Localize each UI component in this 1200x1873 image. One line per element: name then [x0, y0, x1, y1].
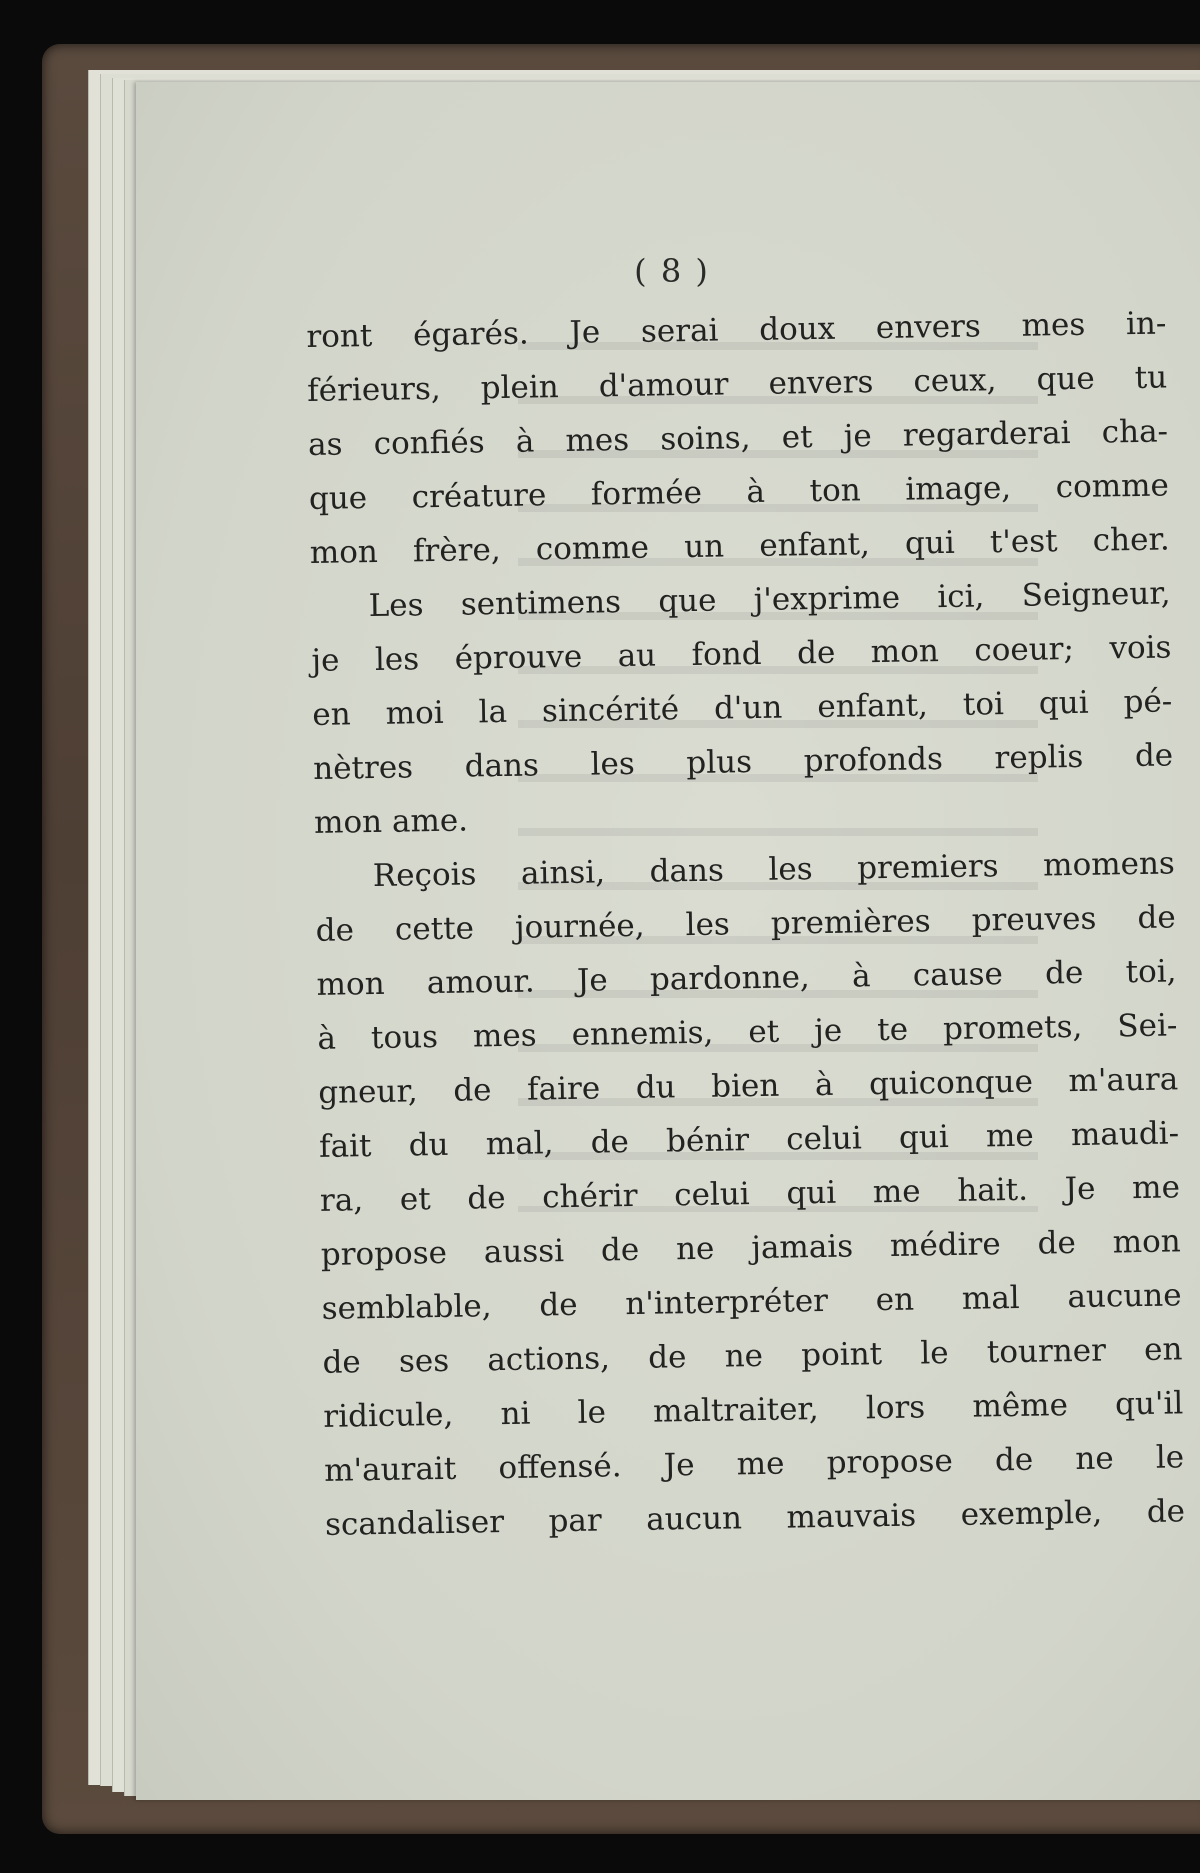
text-line: ront égarés. Je serai doux envers mes in- — [306, 305, 1167, 355]
paragraph-3 — [314, 836, 1185, 1551]
text-line: ridicule, ni le maltraiter, lors même qu'il — [323, 1385, 1184, 1435]
text-line: mon frère, comme un enfant, qui t'est cher. — [309, 521, 1170, 571]
text-line: de cette journée, les premières preuves de — [315, 899, 1176, 949]
text-line: Reçois ainsi, dans les premiers momens — [372, 845, 1176, 895]
page-number: ( 8 ) — [634, 252, 710, 290]
text-line: que créature formée à ton image, comme — [308, 467, 1170, 517]
paragraph-1 — [306, 296, 1170, 579]
paragraph-2 — [310, 566, 1174, 849]
text-line: Les sentimens que j'exprime ici, Seigneur, — [368, 575, 1171, 625]
text-line: nètres dans les plus profonds replis de — [312, 737, 1174, 787]
text-line: à tous mes ennemis, et je te promets, Sei- — [317, 1007, 1178, 1057]
text-line: de ses actions, de ne point le tourner en — [322, 1331, 1183, 1381]
text-line: mon amour. Je pardonne, à cause de toi, — [316, 953, 1177, 1003]
text-line: propose aussi de ne jamais médire de mon — [320, 1223, 1182, 1273]
text-line: ra, et de chérir celui qui me hait. Je me — [319, 1169, 1181, 1219]
text-line: je les éprouve au fond de mon coeur; vois — [311, 629, 1172, 679]
text-line: scandaliser par aucun mauvais exemple, de — [324, 1493, 1186, 1543]
text-line: m'aurait offensé. Je me propose de ne le — [323, 1439, 1185, 1489]
text-line: férieurs, plein d'amour envers ceux, que tu — [306, 359, 1168, 409]
text-line: gneur, de faire du bien à quiconque m'aura — [318, 1061, 1179, 1111]
text-line: mon ame. — [313, 802, 469, 841]
text-line: fait du mal, de bénir celui qui me maudi- — [318, 1115, 1180, 1165]
text-line: semblable, de n'interpréter en mal aucune — [321, 1277, 1182, 1327]
text-line: as confiés à mes soins, et je regarderai cha- — [307, 413, 1169, 463]
text-line: en moi la sincérité d'un enfant, toi qui pé- — [312, 683, 1173, 733]
body-text — [306, 296, 1185, 1551]
book-page — [136, 82, 1200, 1800]
